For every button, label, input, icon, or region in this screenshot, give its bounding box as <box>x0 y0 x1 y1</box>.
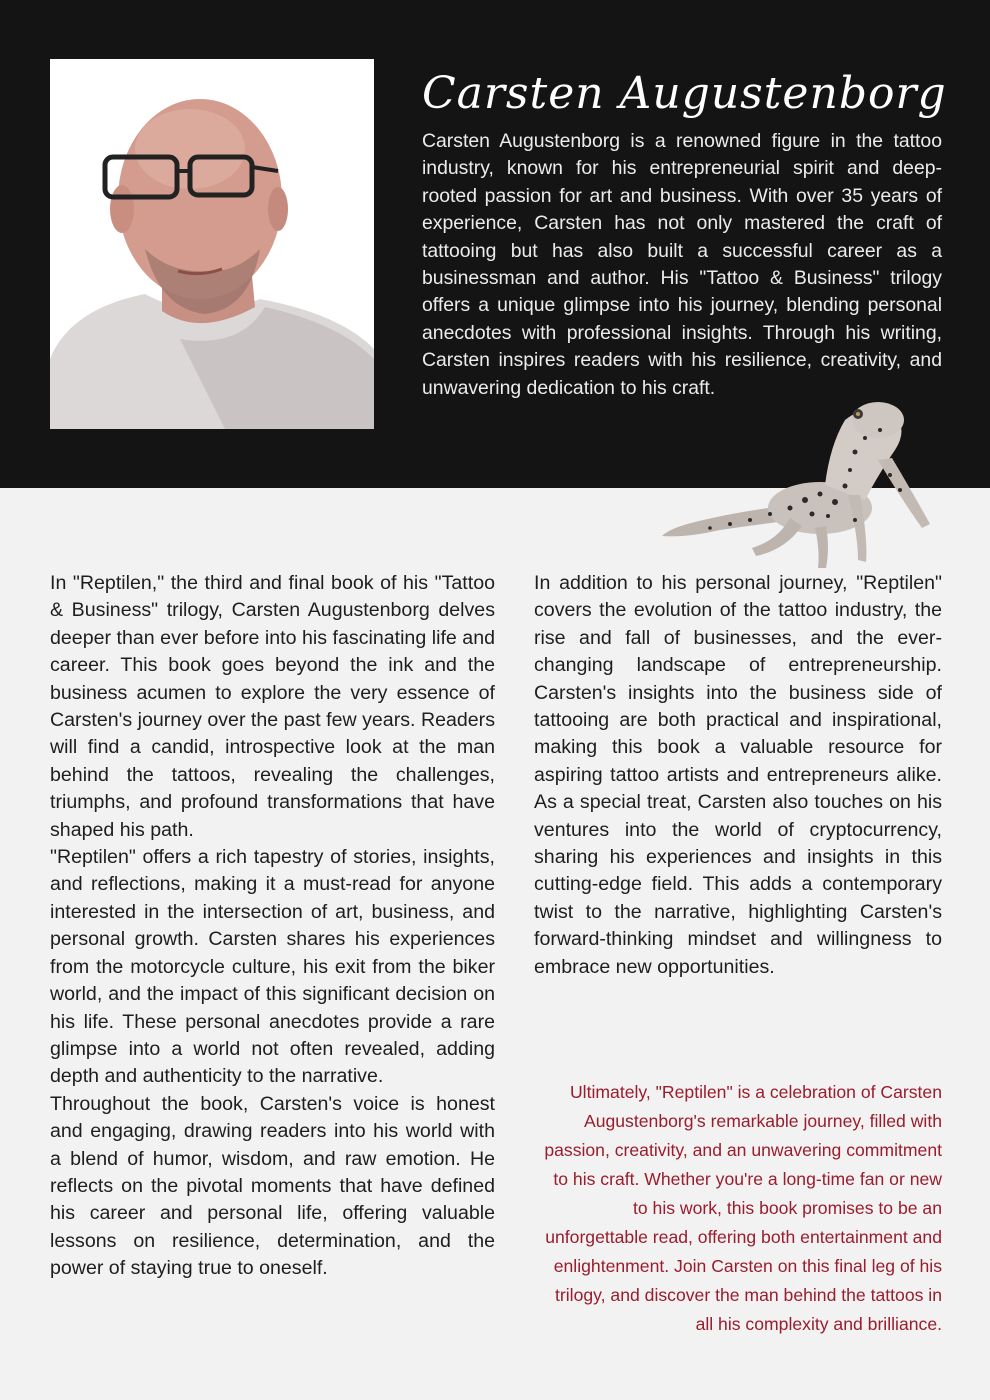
left-column <box>50 570 495 1283</box>
left-paragraph-1: In "Reptilen," the third and final book of his "Tattoo & Business" trilogy, Carsten Augustenborg delves deeper than ever before into his fascinating life and career. This book goes beyond the ink and the business acumen to explore the very essence of Carsten's journey over the past few years. Readers will find a candid, introspective look at the man behind the tattoos, revealing the challenges, triumphs, and profound transformations that have shaped his path. <box>50 572 495 841</box>
author-name: Carsten Augustenborg <box>422 68 947 119</box>
right-paragraph-1: In addition to his personal journey, "Reptilen" covers the evolution of the tattoo industry, the rise and fall of businesses, and the ever-changing landscape of entrepreneurship. Carsten's insights into the business side of tattooing are both practical and inspirational, making this book a valuable resource for aspiring tattoo artists and entrepreneurs alike. As a special treat, Carsten also touches on his ventures into the world of cryptocurrency, sharing his experiences and insights in this cutting-edge field. This adds a contemporary twist to the narrative, highlighting Carsten's forward-thinking mindset and willingness to embrace new opportunities. <box>534 572 942 978</box>
left-paragraph-3: Throughout the book, Carsten's voice is honest and engaging, drawing readers into his world with a blend of humor, wisdom, and raw emotion. He reflects on the pivotal moments that have defined his career and personal life, offering valuable lessons on resilience, determination, and the power of staying true to oneself. <box>50 1092 495 1280</box>
author-portrait-image <box>50 59 374 429</box>
gecko-illustration <box>640 390 940 580</box>
closing-statement: Ultimately, "Reptilen" is a celebration of Carsten Augustenborg's remarkable journey, filled with passion, creativity, and an unwavering commitment to his craft. Whether you're a long-time fan or new to his work, this book promises to be an unforgettable read, offering both entertainment and enlightenment. Join Carsten on this final leg of his trilogy, and discover the man behind the tattoos in all his complexity and brilliance. <box>544 1082 942 1334</box>
right-column <box>534 570 942 981</box>
author-photo <box>50 59 374 429</box>
left-paragraph-2: "Reptilen" offers a rich tapestry of stories, insights, and reflections, making it a must-read for anyone interested in the intersection of art, business, and personal growth. Carsten shares his experiences from the motorcycle culture, his exit from the biker world, and the impact of this significant decision on his life. These personal anecdotes provide a rare glimpse into a world not often revealed, adding depth and authenticity to the narrative. <box>50 846 495 1088</box>
gecko-image <box>640 390 940 580</box>
author-bio: Carsten Augustenborg is a renowned figure in the tattoo industry, known for his entrepreneurial spirit and deep-rooted passion for art and business. With over 35 years of experience, Carsten has not only mastered the craft of tattooing but has also built a successful career as a businessman and author. His "Tattoo & Business" trilogy offers a unique glimpse into his journey, blending personal anecdotes with professional insights. Through his writing, Carsten inspires readers with his resilience, creativity, and unwavering dedication to his craft. <box>422 130 942 399</box>
